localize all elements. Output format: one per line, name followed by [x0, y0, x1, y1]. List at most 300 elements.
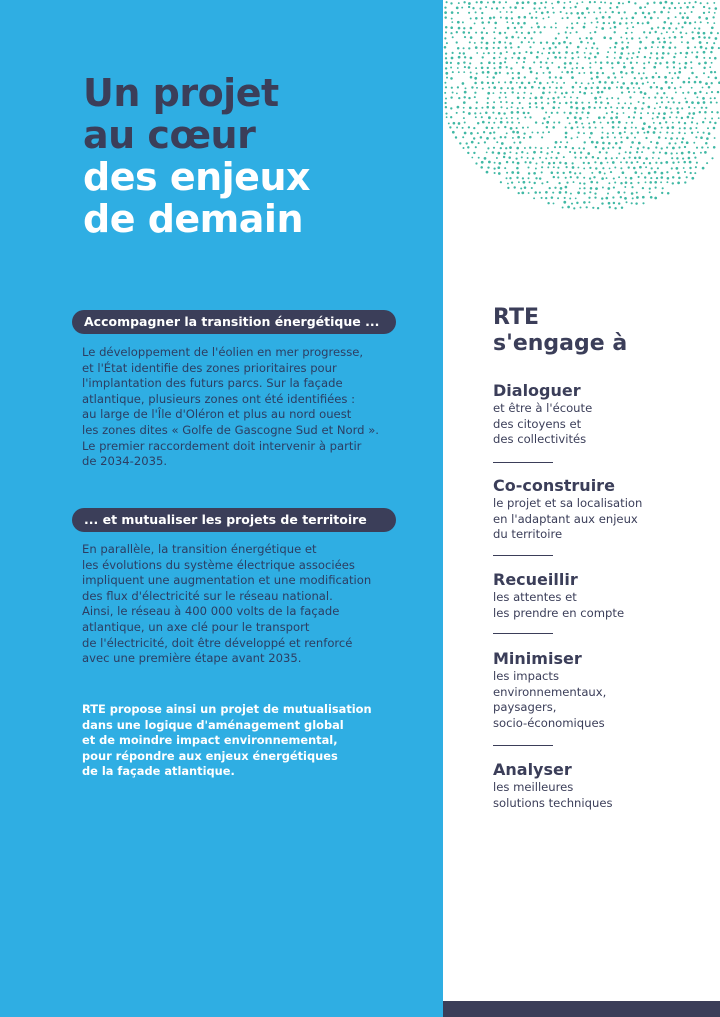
decorative-dot — [529, 106, 531, 108]
decorative-dot — [504, 61, 506, 63]
decorative-dot — [480, 136, 483, 139]
decorative-dot — [529, 12, 531, 14]
decorative-dot — [621, 41, 623, 43]
decorative-dot — [574, 172, 576, 174]
decorative-dot — [539, 177, 541, 179]
decorative-dot — [658, 112, 660, 114]
decorative-dot — [497, 127, 499, 129]
decorative-dot — [672, 122, 674, 124]
decorative-dot — [531, 187, 533, 189]
decorative-dot — [509, 6, 511, 8]
decorative-dot — [662, 46, 665, 49]
engagement-verb: Minimiser — [493, 649, 582, 668]
decorative-dot — [638, 72, 640, 74]
decorative-dot — [659, 151, 661, 153]
decorative-dot — [643, 31, 645, 33]
decorative-dot — [711, 26, 714, 29]
decorative-dot — [647, 131, 650, 134]
decorative-dot — [488, 61, 491, 64]
decorative-dot — [541, 12, 544, 15]
decorative-dot — [676, 157, 678, 159]
decorative-dot — [488, 161, 491, 164]
section-heading-mutualiser: ... et mutualiser les projets de territoire — [72, 508, 396, 532]
decorative-dot — [647, 21, 650, 24]
decorative-dot — [594, 192, 596, 194]
decorative-dot — [579, 172, 581, 174]
decorative-dot — [544, 26, 546, 28]
decorative-dot — [697, 131, 699, 133]
decorative-dot — [455, 136, 457, 138]
engagement-item-co-construire — [493, 476, 693, 543]
decorative-dot — [621, 76, 623, 78]
decorative-dot — [506, 66, 508, 68]
decorative-dot — [618, 153, 620, 155]
decorative-dot — [678, 132, 680, 134]
decorative-dot — [536, 22, 538, 24]
decorative-dot — [688, 106, 690, 108]
decorative-dot — [445, 113, 447, 115]
decorative-dot — [565, 102, 567, 104]
decorative-dot — [605, 197, 608, 200]
decorative-dot — [456, 31, 458, 33]
decorative-dot — [524, 186, 527, 189]
decorative-dot — [624, 11, 626, 13]
decorative-dot — [576, 107, 579, 110]
decorative-dot — [582, 107, 585, 110]
decorative-dot — [656, 177, 658, 179]
description-line: les attentes et — [493, 590, 577, 604]
decorative-dot — [546, 126, 548, 128]
decorative-dot — [488, 116, 491, 119]
decorative-dot — [446, 1, 448, 3]
decorative-dot — [481, 67, 484, 70]
decorative-dot — [520, 26, 522, 28]
decorative-dot — [504, 81, 506, 83]
decorative-dot — [585, 87, 588, 90]
decorative-dot — [666, 171, 668, 173]
decorative-dot — [612, 126, 615, 129]
decorative-dot — [535, 77, 537, 79]
decorative-dot — [549, 76, 551, 78]
decorative-dot — [481, 21, 484, 24]
decorative-dot — [552, 192, 554, 194]
decorative-dot — [643, 97, 645, 99]
decorative-dot — [663, 117, 666, 120]
decorative-dot — [570, 101, 572, 103]
decorative-dot — [545, 1, 547, 3]
decorative-dot — [710, 97, 712, 99]
decorative-dot — [554, 146, 556, 148]
description-line: des citoyens et — [493, 416, 582, 431]
decorative-dot — [625, 22, 627, 24]
decorative-dot — [565, 132, 568, 135]
decorative-dot — [565, 177, 567, 179]
decorative-dot — [565, 186, 568, 189]
decorative-dot — [610, 117, 613, 120]
decorative-dot — [678, 177, 681, 180]
decorative-dot — [694, 156, 696, 158]
decorative-dot — [528, 82, 531, 85]
decorative-dot — [545, 197, 547, 199]
decorative-dot — [642, 22, 644, 24]
decorative-dot — [659, 122, 661, 124]
decorative-dot — [618, 12, 620, 14]
decorative-dot — [684, 66, 687, 69]
decorative-dot — [589, 62, 591, 64]
decorative-dot — [623, 66, 626, 69]
decorative-dot — [566, 141, 568, 143]
decorative-dot — [445, 98, 447, 100]
decorative-dot — [499, 11, 501, 13]
decorative-dot — [523, 92, 525, 94]
decorative-dot — [498, 162, 501, 165]
decorative-dot — [694, 81, 697, 84]
decorative-dot — [590, 37, 593, 40]
decorative-dot — [691, 87, 693, 89]
decorative-dot — [475, 11, 477, 13]
decorative-dot — [673, 66, 675, 68]
decorative-dot — [493, 52, 495, 54]
decorative-dot — [607, 102, 609, 104]
decorative-dot — [495, 117, 497, 119]
decorative-dot — [638, 156, 641, 159]
decorative-dot — [558, 121, 560, 123]
decorative-dot — [652, 157, 654, 159]
decorative-dot — [704, 111, 707, 114]
decorative-dot — [690, 172, 692, 174]
decorative-dot — [499, 1, 501, 3]
decorative-dot — [449, 126, 451, 128]
decorative-dot — [572, 91, 574, 93]
decorative-dot — [675, 16, 677, 18]
decorative-dot — [614, 26, 617, 29]
decorative-dot — [667, 127, 670, 130]
decorative-dot — [476, 87, 478, 89]
decorative-dot — [607, 187, 610, 190]
engagement-verb: Recueillir — [493, 570, 578, 589]
decorative-dot — [579, 117, 582, 120]
decorative-dot — [451, 57, 454, 60]
decorative-dot — [603, 87, 606, 90]
decorative-dot — [557, 1, 560, 4]
decorative-dot — [615, 42, 618, 45]
decorative-dot — [514, 186, 516, 188]
decorative-dot — [458, 27, 461, 30]
decorative-dot — [711, 157, 713, 159]
decorative-dot — [527, 166, 529, 168]
decorative-dot — [542, 132, 544, 134]
decorative-dot — [626, 201, 628, 203]
decorative-dot — [511, 87, 514, 90]
decorative-dot — [596, 72, 599, 75]
decorative-dot — [672, 176, 674, 178]
decorative-dot — [483, 52, 485, 54]
decorative-dot — [511, 121, 513, 123]
decorative-dot — [650, 17, 653, 20]
decorative-dot — [521, 41, 523, 43]
decorative-dot — [564, 2, 566, 4]
decorative-dot — [675, 27, 677, 29]
decorative-dot — [569, 171, 572, 174]
decorative-dot — [519, 141, 521, 143]
decorative-dot — [712, 16, 714, 18]
decorative-dot — [571, 127, 574, 130]
decorative-dot — [452, 131, 455, 134]
decorative-dot — [457, 62, 460, 65]
decorative-dot — [670, 152, 672, 154]
decorative-dot — [516, 127, 518, 129]
decorative-dot — [581, 102, 583, 104]
decorative-dot — [614, 51, 616, 53]
decorative-dot — [601, 127, 603, 129]
decorative-dot — [517, 37, 519, 39]
decorative-dot — [638, 51, 640, 53]
decorative-dot — [644, 16, 646, 18]
decorative-dot — [648, 97, 650, 99]
decorative-dot — [527, 1, 530, 4]
decorative-dot — [627, 87, 630, 90]
decorative-dot — [571, 23, 573, 25]
decorative-dot — [612, 121, 615, 124]
decorative-dot — [559, 146, 561, 148]
decorative-dot — [713, 146, 716, 149]
decorative-dot — [663, 41, 666, 44]
decorative-dot — [559, 191, 562, 194]
decorative-dot — [456, 112, 458, 114]
decorative-dot — [487, 2, 489, 4]
decorative-dot — [714, 57, 717, 60]
decorative-dot — [628, 116, 630, 118]
decorative-dot — [594, 107, 596, 109]
decorative-dot — [537, 26, 540, 29]
decorative-dot — [588, 197, 590, 199]
decorative-dot — [565, 146, 567, 148]
decorative-dot — [662, 52, 665, 55]
decorative-dot — [581, 1, 583, 3]
decorative-dot — [601, 202, 603, 204]
decorative-dot — [636, 82, 639, 85]
decorative-dot — [554, 187, 556, 189]
decorative-dot — [607, 76, 610, 79]
decorative-dot — [541, 136, 543, 138]
decorative-dot — [519, 102, 521, 104]
decorative-dot — [713, 127, 716, 130]
decorative-dot — [528, 177, 530, 179]
decorative-dot — [552, 97, 554, 99]
decorative-dot — [624, 102, 626, 104]
separator-line — [493, 745, 553, 746]
decorative-dot — [599, 107, 601, 109]
decorative-dot — [707, 2, 709, 4]
decorative-dot — [496, 7, 498, 9]
decorative-dot — [567, 206, 570, 209]
decorative-dot — [583, 177, 585, 179]
decorative-dot — [654, 181, 657, 184]
decorative-dot — [548, 131, 550, 133]
decorative-dot — [445, 72, 448, 75]
decorative-dot — [586, 206, 588, 208]
decorative-dot — [670, 137, 673, 140]
decorative-dot — [546, 152, 548, 154]
decorative-dot — [570, 193, 572, 195]
decorative-dot — [516, 131, 519, 134]
decorative-dot — [523, 181, 526, 184]
decorative-dot — [608, 22, 610, 24]
decorative-dot — [621, 47, 624, 50]
decorative-dot — [585, 156, 587, 158]
engagement-item-minimiser — [493, 649, 693, 731]
decorative-dot — [552, 81, 554, 83]
decorative-dot — [679, 67, 681, 69]
decorative-dot — [654, 107, 656, 109]
decorative-dot — [711, 91, 713, 93]
decorative-dot — [681, 41, 683, 43]
decorative-dot — [579, 187, 581, 189]
decorative-dot — [487, 76, 489, 78]
decorative-dot — [647, 81, 649, 83]
decorative-dot — [642, 146, 644, 148]
decorative-dot — [703, 36, 705, 38]
decorative-dot — [463, 117, 465, 119]
decorative-dot — [698, 36, 700, 38]
decorative-dot — [624, 197, 627, 200]
decorative-dot — [493, 42, 495, 44]
decorative-dot — [512, 77, 514, 79]
decorative-dot — [509, 42, 512, 45]
decorative-dot — [671, 82, 673, 84]
decorative-dot — [500, 181, 502, 183]
decorative-dot — [470, 72, 472, 74]
decorative-dot — [684, 181, 686, 183]
decorative-dot — [624, 186, 626, 188]
decorative-dot — [636, 196, 639, 199]
decorative-dot — [540, 42, 542, 44]
decorative-dot — [649, 32, 651, 34]
decorative-dot — [446, 42, 448, 44]
decorative-dot — [654, 96, 656, 98]
decorative-dot — [590, 72, 593, 75]
decorative-dot — [487, 71, 490, 74]
decorative-dot — [629, 157, 631, 159]
decorative-dot — [566, 181, 568, 183]
decorative-dot — [665, 161, 668, 164]
decorative-dot — [522, 66, 525, 69]
decorative-dot — [609, 7, 611, 9]
decorative-dot — [516, 82, 518, 84]
decorative-dot — [531, 86, 534, 89]
decorative-dot — [463, 96, 465, 98]
decorative-dot — [533, 31, 535, 33]
decorative-dot — [577, 136, 579, 138]
decorative-dot — [505, 1, 507, 3]
decorative-dot — [643, 67, 645, 69]
decorative-dot — [542, 161, 544, 163]
decorative-dot — [683, 167, 685, 169]
decorative-dot — [517, 46, 519, 48]
decorative-dot — [529, 161, 532, 164]
decorative-dot — [632, 197, 634, 199]
decorative-dot — [634, 2, 636, 4]
paragraph-line: de 2034-2035. — [82, 454, 168, 469]
decorative-dot — [463, 107, 465, 109]
decorative-dot — [499, 62, 502, 65]
decorative-dot — [555, 141, 558, 144]
decorative-dot — [566, 27, 568, 29]
decorative-dot — [476, 101, 478, 103]
description-line: les meilleures — [493, 780, 574, 794]
decorative-dot — [577, 132, 579, 134]
decorative-dot — [476, 72, 478, 74]
decorative-dot — [470, 132, 473, 135]
decorative-dot — [626, 17, 628, 19]
decorative-dot — [640, 91, 643, 94]
decorative-dot — [705, 107, 707, 109]
decorative-dot — [509, 151, 511, 153]
decorative-dot — [709, 121, 711, 123]
paragraph-line: les zones dites « Golfe de Gascogne Sud et Nord ». — [82, 422, 379, 437]
decorative-dot — [654, 197, 657, 200]
decorative-dot — [694, 92, 697, 95]
decorative-dot — [697, 32, 700, 35]
decorative-dot — [596, 76, 599, 79]
decorative-dot — [558, 42, 561, 45]
description-line: le projet et sa localisation — [493, 496, 643, 510]
decorative-dot — [579, 91, 581, 93]
decorative-dot — [713, 22, 715, 24]
decorative-dot — [516, 31, 518, 33]
decorative-dot — [651, 167, 653, 169]
decorative-dot — [595, 127, 597, 129]
decorative-dot — [445, 67, 447, 69]
decorative-dot — [602, 132, 604, 134]
decorative-dot — [591, 22, 593, 24]
decorative-dot — [571, 52, 573, 54]
decorative-dot — [545, 111, 547, 113]
decorative-dot — [595, 187, 598, 190]
decorative-dot — [577, 167, 579, 169]
decorative-dot — [704, 117, 706, 119]
decorative-dot — [561, 92, 563, 94]
decorative-dot — [631, 67, 634, 70]
decorative-dot — [446, 77, 448, 79]
decorative-dot — [578, 17, 580, 19]
decorative-dot — [663, 112, 666, 115]
decorative-dot — [446, 61, 449, 64]
decorative-dot — [597, 157, 599, 159]
paragraph-line: et l'État identifie des zones prioritaires pour — [82, 360, 337, 375]
decorative-dot — [710, 101, 712, 103]
decorative-dot — [681, 107, 683, 109]
decorative-dot — [523, 132, 525, 134]
decorative-dot — [540, 151, 542, 153]
decorative-dot — [665, 152, 668, 155]
decorative-dot — [597, 91, 600, 94]
decorative-dot — [528, 172, 530, 174]
decorative-dot — [632, 26, 634, 28]
decorative-dot — [607, 193, 609, 195]
decorative-dot — [463, 27, 465, 29]
decorative-dot — [540, 2, 542, 4]
decorative-dot — [708, 7, 710, 9]
decorative-dot — [566, 37, 568, 39]
decorative-dot — [611, 157, 613, 159]
decorative-dot — [600, 101, 602, 103]
decorative-dot — [539, 192, 541, 194]
decorative-dot — [603, 36, 606, 39]
decorative-dot — [600, 122, 602, 124]
decorative-dot — [543, 48, 545, 50]
engagement-item-dialoguer — [493, 381, 693, 448]
